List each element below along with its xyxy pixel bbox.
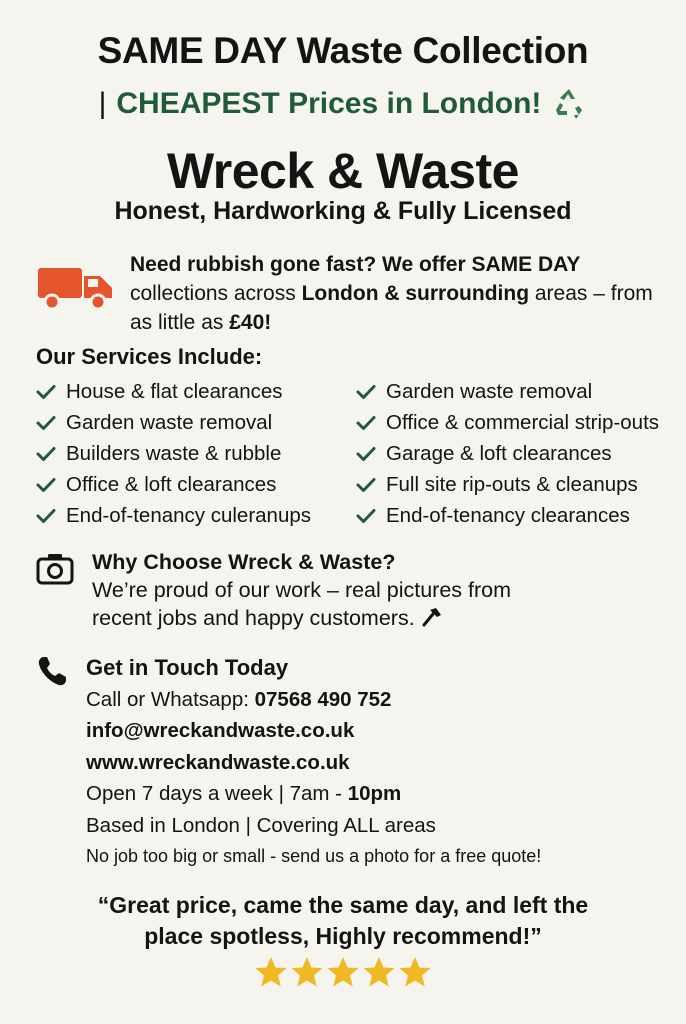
why-line-2 — [92, 604, 511, 632]
service-item — [356, 440, 672, 468]
brand-tagline: Honest, Hardworking & Fully Licensed — [114, 197, 572, 225]
review-line-2: place spotless, Highly recommend!” — [144, 923, 542, 949]
service-label: End-of-tenancy culeranups — [66, 504, 312, 527]
service-label: Full site rip-outs & cleanups — [386, 473, 638, 496]
subheadline-text: CHEAPEST Prices in London! — [116, 87, 542, 120]
service-label: Garden waste removal — [66, 411, 273, 434]
star-icon — [326, 955, 360, 989]
contact-title: Get in Touch Today — [86, 655, 289, 680]
service-item — [356, 502, 672, 530]
intro-text — [130, 250, 656, 337]
phone-number[interactable]: 07568 490 752 — [254, 687, 392, 711]
service-item — [356, 378, 672, 406]
service-label: End-of-tenancy clearances — [386, 504, 630, 527]
service-label: Office & loft clearances — [66, 473, 277, 496]
intro-price: £40! — [229, 311, 272, 334]
star-icon — [290, 955, 324, 989]
subheadline — [0, 86, 686, 122]
call-label: Call or Whatsapp: — [86, 687, 255, 711]
check-icon — [36, 477, 56, 493]
contact-phone-line — [86, 684, 541, 716]
check-icon — [356, 508, 376, 524]
services-title: Our Services Include: — [36, 344, 263, 369]
truck-icon — [36, 258, 116, 314]
camera-icon — [36, 552, 74, 586]
hammer-icon — [421, 606, 443, 628]
service-area: Based in London | Covering ALL areas — [86, 813, 436, 837]
service-label: Garage & loft clearances — [386, 442, 612, 465]
check-icon — [356, 384, 376, 400]
hours-text: Open 7 days a week | 7am - — [86, 782, 348, 805]
intro-part: Need rubbish gone fast? We offer — [130, 253, 472, 276]
check-icon — [36, 384, 56, 400]
service-label: Builders waste & rubble — [66, 442, 282, 465]
star-icon — [398, 955, 432, 989]
why-line-2-text: recent jobs and happy customers. — [92, 606, 415, 630]
intro-highlight: London & surrounding — [301, 282, 530, 305]
service-item — [36, 471, 352, 499]
star-icon — [254, 955, 288, 989]
quote-note: No job too big or small - send us a photo for a free quote! — [86, 846, 542, 866]
phone-icon — [36, 654, 70, 688]
service-item — [36, 440, 352, 468]
opening-hours — [86, 778, 541, 810]
intro-part: areas – from as little as — [130, 282, 653, 334]
service-item — [356, 409, 672, 437]
check-icon — [36, 415, 56, 431]
why-title: Why Choose Wreck & Waste? — [92, 550, 396, 574]
why-line-1: We’re proud of our work – real pictures from — [92, 578, 512, 602]
brand-name: Wreck & Waste — [167, 143, 519, 199]
customer-review — [0, 890, 686, 952]
contact-email[interactable]: info@wreckandwaste.co.uk — [86, 719, 355, 742]
check-icon — [356, 415, 376, 431]
subheadline-prefix: | — [98, 87, 107, 120]
contact-section — [36, 652, 666, 873]
service-item — [36, 378, 352, 406]
check-icon — [356, 477, 376, 493]
service-label: House & flat clearances — [66, 380, 283, 403]
service-label: Garden waste removal — [386, 380, 593, 403]
headline: SAME DAY Waste Collection — [97, 30, 589, 71]
why-section — [36, 548, 656, 632]
check-icon — [36, 508, 56, 524]
star-icon — [362, 955, 396, 989]
service-label: Office & commercial strip-outs — [386, 411, 660, 434]
hours-end: 10pm — [347, 782, 402, 805]
services-list — [36, 378, 676, 530]
check-icon — [356, 446, 376, 462]
contact-website[interactable]: www.wreckandwaste.co.uk — [86, 750, 350, 774]
review-line-1: “Great price, came the same day, and left the — [97, 892, 589, 918]
intro-part: collections across — [130, 282, 302, 305]
service-item — [356, 471, 672, 499]
intro-section — [36, 250, 656, 337]
intro-highlight: SAME DAY — [471, 253, 581, 276]
recycle-icon — [551, 86, 587, 122]
star-rating — [0, 955, 686, 994]
check-icon — [36, 446, 56, 462]
service-item — [36, 409, 352, 437]
service-item — [36, 502, 352, 530]
